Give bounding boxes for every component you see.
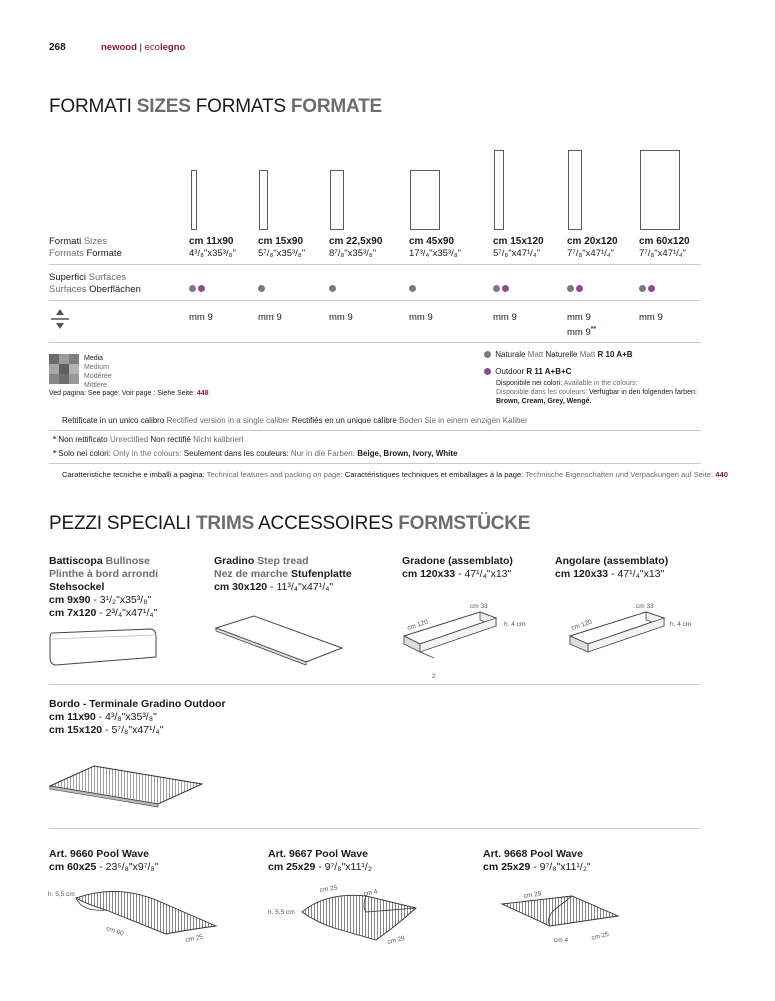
star2-de: Nur in die Farben:	[290, 449, 358, 458]
technical-note	[62, 470, 728, 480]
star2-colors: Beige, Brown, Ivory, White	[357, 449, 458, 458]
outdoor-rating: R 11 A+B+C	[526, 367, 572, 376]
size-cm: cm 45x90	[409, 236, 455, 247]
sizes-label-it: Formati	[49, 236, 84, 247]
divider	[49, 684, 701, 685]
sizes-label-de: Formate	[86, 248, 122, 259]
step-de: Stufenplatte	[291, 568, 352, 580]
step-en: Step tread	[257, 555, 309, 567]
size-cm: cm 15x90	[258, 236, 304, 247]
size-inch: 8⁷/₈"x35³/₈"	[329, 248, 377, 259]
collection-eco: eco	[144, 42, 160, 53]
pool-9668	[483, 848, 591, 874]
brand-separator: |	[136, 42, 145, 53]
thickness-5: mm 9	[493, 312, 517, 323]
brand-name: newood	[101, 42, 137, 53]
angolare-title: Angolare (assemblato)	[555, 555, 669, 567]
double-star-mark: **	[590, 326, 597, 333]
matt-dot	[484, 351, 491, 358]
pool-9660-dim-h: h. 5,5 cm	[48, 891, 75, 898]
avail-fr: Disponible dans les couleurs:	[496, 389, 589, 396]
bordo-size2-inch: - 5⁷/₈"x47¹/₄"	[102, 724, 164, 736]
trims-title-de: FORMSTÜCKE	[398, 513, 531, 534]
pool-9667-name: Art. 9667 Pool Wave	[268, 848, 368, 860]
matt-dot	[409, 285, 416, 292]
divider	[49, 300, 701, 301]
pool-9660-size-inch: - 23⁵/₈"x9⁷/₈"	[96, 861, 159, 873]
gradone-dim-h4: h. 4 cm	[504, 621, 526, 628]
star-mark: *	[53, 435, 57, 444]
pool-9660	[49, 848, 159, 874]
pool-9660-drawing	[46, 878, 226, 950]
outdoor-dot	[198, 285, 205, 292]
surface-dots-2	[258, 280, 267, 298]
matt-dot	[189, 285, 196, 292]
size-cm: cm 20x120	[567, 236, 618, 247]
thickness-6	[567, 312, 596, 339]
pool-9668-dim-29: cm 29	[523, 890, 542, 900]
size-col-7	[639, 236, 690, 260]
bordo-size1-inch: - 4³/₈"x35³/₈"	[95, 711, 157, 723]
gradone-size-inch: - 47¹/₄"x13"	[455, 568, 512, 580]
pool-9667-size-cm: cm 25x29	[268, 861, 316, 873]
sizes-row-label	[49, 236, 122, 260]
matt-dot	[493, 285, 500, 292]
angolare-size-inch: - 47¹/₄"x13"	[608, 568, 665, 580]
step-size-cm: cm 30x120	[214, 581, 268, 593]
variation-see-page	[49, 389, 209, 398]
pool-9667-dim-29: cm 29	[386, 934, 406, 946]
step-drawing	[214, 612, 344, 667]
divider	[49, 463, 701, 464]
pool-9667-dim-4: cm 4	[362, 888, 379, 898]
tech-en: Technical features and packing on page:	[206, 470, 345, 479]
star2-fr: Seulement dans les couleurs:	[183, 449, 291, 458]
size-cm: cm 60x120	[639, 236, 690, 247]
see-page-number[interactable]: 448	[196, 390, 209, 397]
collection-legno: legno	[159, 42, 186, 53]
tile-60x120	[640, 150, 680, 230]
thickness-icon	[48, 308, 72, 330]
size-cm: cm 11x90	[189, 236, 234, 247]
trim-bordo	[49, 698, 226, 737]
pool-9667-drawing	[266, 882, 446, 954]
only-colours-note	[53, 449, 458, 459]
variation-it: Media	[84, 355, 104, 362]
tile-15x90	[259, 170, 268, 230]
formats-title-en: SIZES	[136, 96, 191, 117]
divider	[49, 430, 701, 431]
tech-fr: Caractéristiques techniques et emballages à la page:	[344, 470, 526, 479]
outdoor-label: Outdoor	[495, 367, 527, 376]
variation-fr: Modérée	[84, 373, 112, 380]
size-inch: 7⁷/₈"x47¹/₄"	[567, 248, 615, 259]
thickness-4: mm 9	[409, 312, 433, 323]
matt-dot	[329, 285, 336, 292]
legend-natural	[484, 350, 633, 360]
pool-9668-size-cm: cm 25x29	[483, 861, 531, 873]
pool-9667-dim-25: cm 25	[319, 884, 338, 894]
rect-en: Rectified version in a single caliber	[166, 416, 292, 425]
trims-title-it: PEZZI SPECIALI	[49, 513, 196, 534]
pool-9667-size-inch: - 9⁷/₈"x11¹/₂	[315, 861, 372, 873]
size-col-3	[329, 236, 382, 260]
bullnose-it: Battiscopa	[49, 555, 106, 567]
bordo-title: Bordo - Terminale Gradino Outdoor	[49, 698, 226, 710]
see-page-text: Ved pagina: See page: Voir page : Siehe Seite:	[49, 390, 197, 397]
step-it: Gradino	[214, 555, 258, 567]
thickness-2: mm 9	[258, 312, 282, 323]
trims-title-fr: ACCESSOIRES	[254, 513, 399, 534]
avail-de: Verfügbar in den folgenden farben:	[589, 389, 697, 396]
star-mark: *	[53, 449, 57, 458]
natural-it: Naturale	[495, 350, 528, 359]
surface-label-de: Oberflächen	[89, 284, 141, 295]
size-col-6	[567, 236, 618, 260]
bullnose-size1-cm: cm 9x90	[49, 594, 91, 606]
star1-fr: Non rectifié	[150, 435, 194, 444]
size-cm: cm 15x120	[493, 236, 544, 247]
pool-9660-size-cm: cm 60x25	[49, 861, 97, 873]
surface-dots-4	[409, 280, 418, 298]
tech-it: Caratteristiche tecniche e imballi a pagina:	[62, 470, 207, 479]
legend-outdoor	[484, 367, 571, 377]
legend-availability	[496, 379, 697, 406]
avail-colors: Brown, Cream, Grey, Wengé.	[496, 398, 592, 405]
trims-title	[49, 513, 530, 535]
surface-label-it: Superfici	[49, 272, 89, 283]
pool-9668-dim-25: cm 25	[590, 930, 610, 942]
gradone-dim-120: cm 120	[406, 618, 429, 632]
variation-en: Medium	[84, 364, 109, 371]
rect-it: Rettificate in un unico calibro	[62, 416, 167, 425]
surface-row-label	[49, 272, 141, 296]
bullnose-size1-inch: - 3¹/₂"x35³/₈"	[90, 594, 152, 606]
page-number: 268	[49, 42, 66, 53]
tile-45x90	[410, 170, 440, 230]
gradone-title: Gradone (assemblato)	[402, 555, 513, 567]
formats-title	[49, 96, 382, 118]
angolare-size-cm: cm 120x33	[555, 568, 609, 580]
surface-label-fr: Surfaces	[49, 284, 90, 295]
surface-dots-3	[329, 280, 338, 298]
avail-en: Available in the colours:	[563, 380, 638, 387]
size-inch: 17³/₄"x35³/₈"	[409, 248, 462, 259]
size-inch: 5⁷/₈"x47¹/₄"	[493, 248, 541, 259]
variation-labels	[84, 354, 112, 390]
angolare-dim-33: cm 33	[636, 603, 654, 610]
size-col-2	[258, 236, 305, 260]
formats-title-it: FORMATI	[49, 96, 137, 117]
step-fr: Nez de marche	[214, 568, 292, 580]
tile-22x90	[330, 170, 344, 230]
bullnose-fr: Plinthe à bord arrondi	[49, 568, 159, 580]
pool-9668-drawing	[480, 882, 650, 954]
formats-title-fr: FORMATS	[190, 96, 291, 117]
tile-15x120	[494, 150, 504, 230]
size-inch: 5⁷/₈"x35³/₈"	[258, 248, 306, 259]
pool-9667	[268, 848, 372, 874]
angolare-dim-h4: h. 4 cm	[670, 621, 692, 628]
sizes-label-en: Sizes	[83, 236, 108, 247]
star1-it: Non rettificato	[56, 435, 110, 444]
surface-dots-1	[189, 280, 207, 298]
thickness-3: mm 9	[329, 312, 353, 323]
gradone-drawing	[400, 600, 540, 680]
variation-swatch-icon	[49, 354, 79, 384]
surface-dots-5	[493, 280, 511, 298]
tech-page-number[interactable]: 440	[715, 470, 728, 479]
thickness-1: mm 9	[189, 312, 213, 323]
matt-dot	[258, 285, 265, 292]
bullnose-en: Bullnose	[105, 555, 150, 567]
bullnose-size2-inch: - 2³/₄"x47¹/₄"	[96, 607, 158, 619]
size-col-5	[493, 236, 544, 260]
natural-de: Matt	[579, 350, 598, 359]
surface-label-en: Surfaces	[88, 272, 127, 283]
star1-de: Nicht kalibriert	[193, 435, 244, 444]
angolare-drawing	[566, 600, 701, 660]
avail-it: Disponibile nei colori:	[496, 380, 564, 387]
trim-gradone	[402, 555, 513, 581]
star2-it: Solo nei colori:	[56, 449, 114, 458]
outdoor-dot	[484, 368, 491, 375]
bullnose-size2-cm: cm 7x120	[49, 607, 97, 619]
size-col-1	[189, 236, 236, 260]
divider	[49, 828, 701, 829]
surface-dots-6	[567, 280, 585, 298]
size-inch: 4³/₈"x35³/₈"	[189, 248, 236, 259]
star2-en: Only in the colours:	[113, 449, 184, 458]
angolare-dim-120: cm 120	[570, 618, 593, 632]
sizes-label-fr: Formats	[49, 248, 87, 259]
size-cm: cm 22,5x90	[329, 236, 383, 247]
trim-bullnose	[49, 555, 158, 620]
tile-20x120	[568, 150, 582, 230]
star1-en: Unrectified	[109, 435, 151, 444]
variation-de: Mittlere	[84, 382, 107, 389]
pool-9660-name: Art. 9660 Pool Wave	[49, 848, 149, 860]
trim-angolare	[555, 555, 668, 581]
thickness-value: mm 9	[567, 312, 591, 323]
matt-dot	[567, 285, 574, 292]
pool-9668-name: Art. 9668 Pool Wave	[483, 848, 583, 860]
bordo-size2-cm: cm 15x120	[49, 724, 103, 736]
pool-9660-dim-25: cm 25	[184, 933, 204, 944]
surface-dots-7	[639, 280, 657, 298]
rect-fr: Rectifiés en un unique calibre	[291, 416, 400, 425]
unrectified-note	[53, 435, 244, 445]
gradone-size-cm: cm 120x33	[402, 568, 456, 580]
bordo-drawing	[46, 760, 206, 810]
outdoor-dot	[576, 285, 583, 292]
tech-de: Technische Eigenschaften und Verpackungen auf Seite:	[525, 470, 716, 479]
outdoor-dot	[648, 285, 655, 292]
trim-step	[214, 555, 352, 594]
thickness-7: mm 9	[639, 312, 663, 323]
brand-line	[101, 42, 185, 53]
rect-de: Boden Sie in einem einzigen Kaliber	[399, 416, 528, 425]
gradone-dim-2: 2	[432, 673, 436, 680]
natural-en: Matt	[527, 350, 546, 359]
divider	[49, 342, 701, 343]
thickness-value-2: mm 9	[567, 327, 591, 339]
outdoor-dot	[502, 285, 509, 292]
bullnose-drawing	[48, 625, 158, 670]
pool-9660-dim-60: cm 60	[105, 925, 125, 938]
formats-title-de: FORMATE	[290, 96, 383, 117]
gradone-dim-33: cm 33	[470, 603, 488, 610]
size-inch: 7⁷/₈"x47¹/₄"	[639, 248, 687, 259]
size-col-4	[409, 236, 461, 260]
pool-9668-size-inch: - 9⁷/₈"x11¹/₂"	[530, 861, 591, 873]
matt-dot	[639, 285, 646, 292]
rectified-note	[62, 416, 528, 426]
bullnose-de: Stehsockel	[49, 581, 105, 593]
step-size-inch: - 11³/₄"x47¹/₄"	[267, 581, 334, 593]
tile-11x90	[191, 170, 197, 230]
natural-rating: R 10 A+B	[597, 350, 633, 359]
divider	[49, 264, 701, 265]
trims-title-en: TRIMS	[195, 513, 255, 534]
natural-fr: Naturelle	[545, 350, 580, 359]
pool-9668-dim-4: cm 4	[554, 937, 569, 944]
pool-9667-dim-h: h. 5,5 cm	[268, 909, 295, 916]
bordo-size1-cm: cm 11x90	[49, 711, 96, 723]
